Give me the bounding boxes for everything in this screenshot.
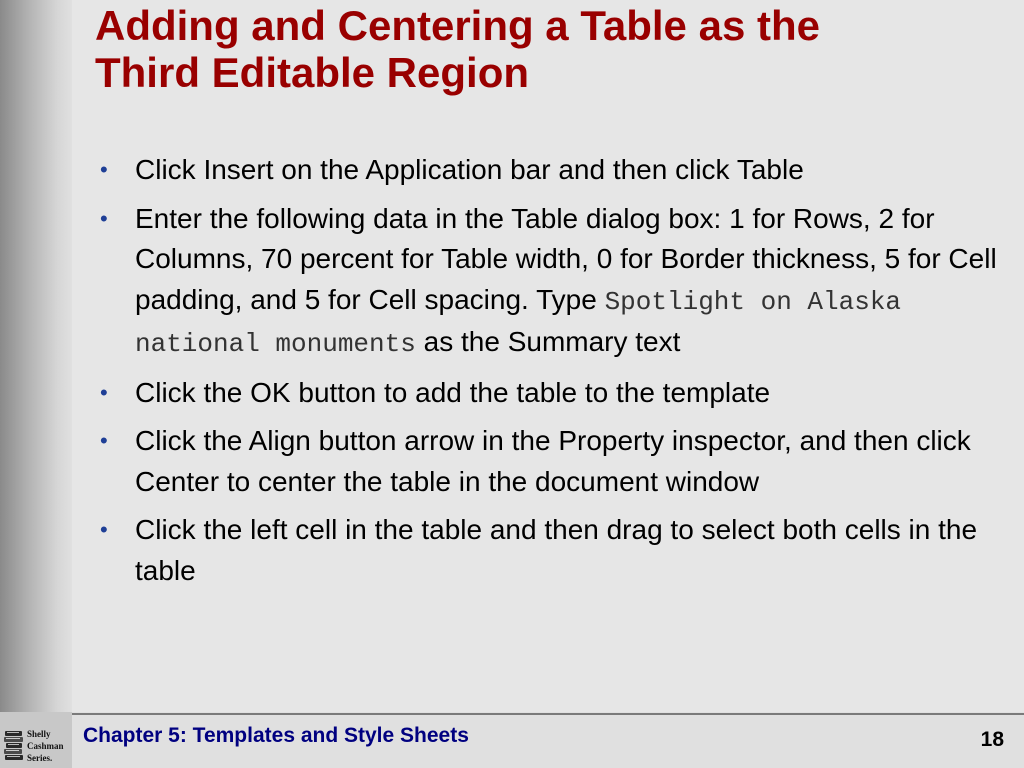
- logo-line: Series.: [27, 753, 53, 763]
- bullet-list: [100, 150, 1010, 599]
- logo-line: Shelly: [27, 729, 51, 739]
- bullet-text: Click the left cell in the table and then drag to select both cells in the table: [135, 514, 978, 586]
- bullet-icon: •: [100, 157, 108, 182]
- bullet-item: [100, 373, 1010, 414]
- logo-wordmark: [27, 728, 71, 764]
- bullet-icon: •: [100, 205, 108, 231]
- chapter-footer-text: Chapter 5: Templates and Style Sheets: [83, 724, 469, 747]
- bullet-text: Click the Align button arrow in the Property inspector, and then click Center to center the table in the document window: [135, 425, 971, 497]
- bullet-item: [100, 150, 1010, 191]
- left-gradient-strip: [0, 0, 72, 768]
- bullet-text: Enter the following data in the Table dialog box: 1 for Rows, 2 for Columns, 70 percent for Table width, 0 for Border thickness, 5 for Cell padding, and 5 for Cell spacing. Type: [135, 202, 997, 315]
- bullet-item: [100, 421, 1010, 502]
- footer-divider: [72, 713, 1024, 715]
- logo-line: Cashman: [27, 741, 64, 751]
- bullet-text-after: as the Summary text: [415, 326, 681, 357]
- slide-title: Adding and Centering a Table as the Third Editable Region: [95, 2, 820, 96]
- bullet-text: Click the OK button to add the table to the template: [135, 376, 771, 408]
- summary-code-text: Spotlight on Alaska national monuments: [135, 286, 902, 359]
- page-number: 18: [980, 728, 1004, 751]
- bullet-text: Click Insert on the Application bar and then click Table: [135, 154, 804, 185]
- bullet-icon: •: [100, 517, 108, 542]
- bullet-item: [100, 199, 1010, 365]
- bullet-icon: •: [100, 428, 108, 453]
- bullet-item: [100, 510, 1010, 591]
- shelly-cashman-logo: [0, 712, 72, 768]
- bullet-icon: •: [100, 379, 108, 405]
- books-stack-icon: [4, 730, 24, 764]
